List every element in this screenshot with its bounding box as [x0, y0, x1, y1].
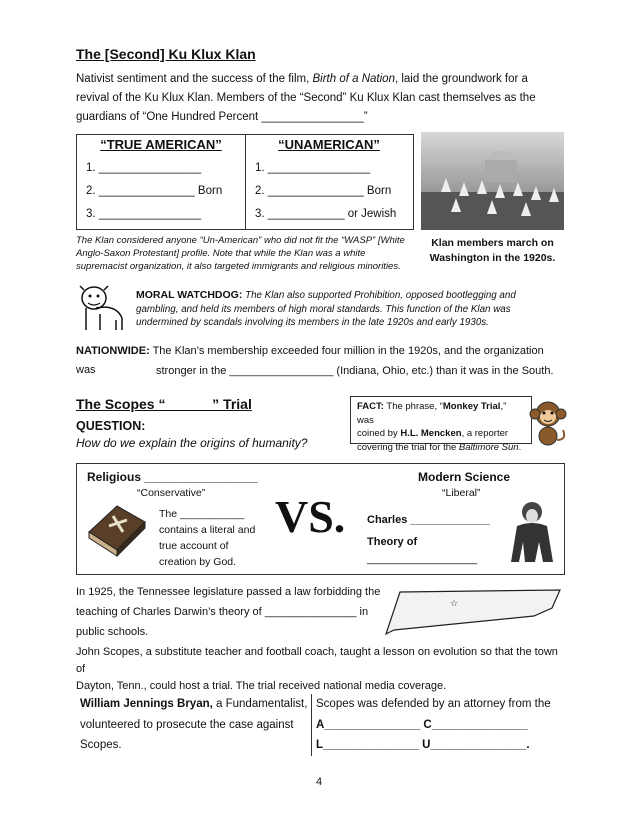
tn-line: public schools. — [76, 626, 149, 638]
nationwide-label: NATIONWIDE: — [76, 345, 150, 357]
true-american-row: 3. ________________ — [86, 208, 202, 220]
intro-text: revival of the Ku Klux Klan. Members of the “Second” Ku Klux Klan cast themselves as the — [76, 92, 536, 104]
unamerican-row: 3. ____________ or Jewish — [255, 208, 397, 220]
photo-caption — [421, 236, 564, 266]
theory-blank: __________________ — [367, 553, 478, 565]
monkey-icon — [528, 398, 568, 448]
caption-line: Klan members march on — [431, 237, 554, 249]
true-vs-unamerican-table — [76, 134, 414, 230]
defense-blank: A_______________ C_______________ — [316, 718, 528, 731]
intro-text: , laid the groundwork for a — [394, 73, 528, 85]
religious-text — [159, 506, 255, 570]
bryan-part: Scopes. — [80, 739, 122, 751]
moral-watchdog — [136, 289, 556, 330]
fact-part: covering the trial for the — [357, 441, 459, 453]
fact-part: Monkey Trial — [442, 401, 501, 412]
moral-text: undermined by scandals involving its members in the late 1920s and early 1930s. — [136, 317, 489, 328]
rel-line: true account of — [159, 540, 229, 552]
nationwide-text: stronger in the _________________ (Indiana, Ohio, etc.) than it was in the South. — [156, 365, 554, 377]
section-title-klan: The [Second] Ku Klux Klan — [76, 46, 256, 62]
charles-blank: Charles _____________ — [367, 514, 490, 526]
fact-part: coined by — [357, 428, 401, 439]
klan-note — [76, 234, 416, 273]
defense-text — [316, 694, 551, 756]
true-american-row: 2. _______________ Born — [86, 185, 223, 197]
fact-text — [351, 397, 531, 457]
bulldog-icon — [76, 284, 126, 332]
moral-text: gambling, and held its members of high moral standards. This function of the Klan was — [136, 303, 511, 315]
klan-march-image — [421, 132, 564, 230]
fact-part: The phrase, “ — [383, 401, 443, 412]
rel-line: The ___________ — [159, 508, 245, 520]
tennessee-map-icon — [384, 586, 564, 638]
conservative-label: “Conservative” — [137, 487, 206, 499]
bryan-part: a Fundamentalist, — [212, 698, 308, 710]
moral-label: MORAL WATCHDOG: — [136, 289, 243, 301]
unamerican-header: “UNAMERICAN” — [278, 137, 380, 152]
fact-part: . — [518, 441, 522, 453]
bryan-text — [80, 694, 307, 756]
page-number: 4 — [315, 776, 323, 788]
tn-line: In 1925, the Tennessee legislature passed a law forbidding the — [76, 586, 381, 598]
klan-march-photo — [421, 132, 564, 230]
fact-part: , a reporter — [461, 428, 509, 439]
scopes-line: Dayton, Tenn., could host a trial. The trial received national media coverage. — [76, 680, 447, 692]
section-title-scopes: The Scopes “ ” Trial — [76, 396, 252, 412]
intro-text: Nativist sentiment and the success of the film, — [76, 73, 313, 85]
unamerican-row: 1. ________________ — [255, 162, 371, 174]
religious-label — [87, 470, 258, 484]
bible-icon — [83, 498, 149, 560]
moral-text: The Klan also supported Prohibition, opposed bootlegging and — [242, 290, 516, 301]
modern-science-label: Modern Science — [418, 470, 511, 484]
fact-label: FACT: — [357, 401, 384, 412]
caption-line: Washington in the 1920s. — [429, 252, 556, 264]
note-line: The Klan considered anyone “Un-American” who did not fit the “WASP” [White — [76, 235, 405, 246]
bryan-name: William Jennings Bryan, — [80, 698, 213, 710]
fact-part: Baltimore Sun — [458, 441, 519, 453]
bryan-part: volunteered to prosecute the case against — [80, 718, 294, 731]
tennessee-text — [76, 582, 380, 642]
religious-blank: _________________ — [144, 470, 258, 484]
rel-line: creation by God. — [159, 556, 237, 568]
bottom-divider — [311, 694, 312, 756]
true-american-header: “TRUE AMERICAN” — [100, 137, 222, 152]
svg-text:☆: ☆ — [450, 599, 459, 609]
note-line: Anglo-Saxon Protestant] profile. Note that while the Klan was a white — [76, 248, 366, 259]
klan-intro — [76, 70, 556, 127]
defense-part: Scopes was defended by an attorney from the — [316, 698, 551, 710]
darwin-ape-icon — [505, 498, 559, 570]
defense-blank: L_______________ U_______________. — [316, 739, 530, 751]
note-line: supremacist organization, it also targeted immigrants and religious minorities. — [76, 261, 401, 272]
question-label: QUESTION: — [76, 419, 146, 433]
fact-part: ,” was — [357, 401, 507, 426]
religious-text: Religious — [87, 470, 142, 484]
film-title: Birth of a Nation — [312, 73, 395, 85]
rel-line: contains a literal and — [159, 524, 256, 536]
question-text: How do we explain the origins of humanity? — [76, 436, 308, 450]
nationwide-text: The Klan’s membership exceeded four million in the 1920s, and the organization was — [76, 345, 544, 376]
theory-label: Theory of — [367, 536, 418, 548]
fact-part: H.L. Mencken — [400, 428, 462, 439]
fact-box — [350, 396, 532, 453]
religion-vs-science-box — [76, 463, 565, 575]
scopes-line: John Scopes, a substitute teacher and football coach, taught a lesson on evolution so that the town of — [76, 646, 558, 675]
liberal-label: “Liberal” — [442, 487, 481, 499]
true-american-row: 1. ________________ — [86, 162, 202, 174]
unamerican-row: 2. _______________ Born — [255, 185, 392, 197]
tn-line: teaching of Charles Darwin’s theory of _______________ in — [76, 606, 369, 618]
intro-text: guardians of “One Hundred Percent ________________” — [76, 111, 368, 123]
vs-text: VS. — [275, 491, 346, 542]
scopes-paragraph — [76, 644, 566, 695]
